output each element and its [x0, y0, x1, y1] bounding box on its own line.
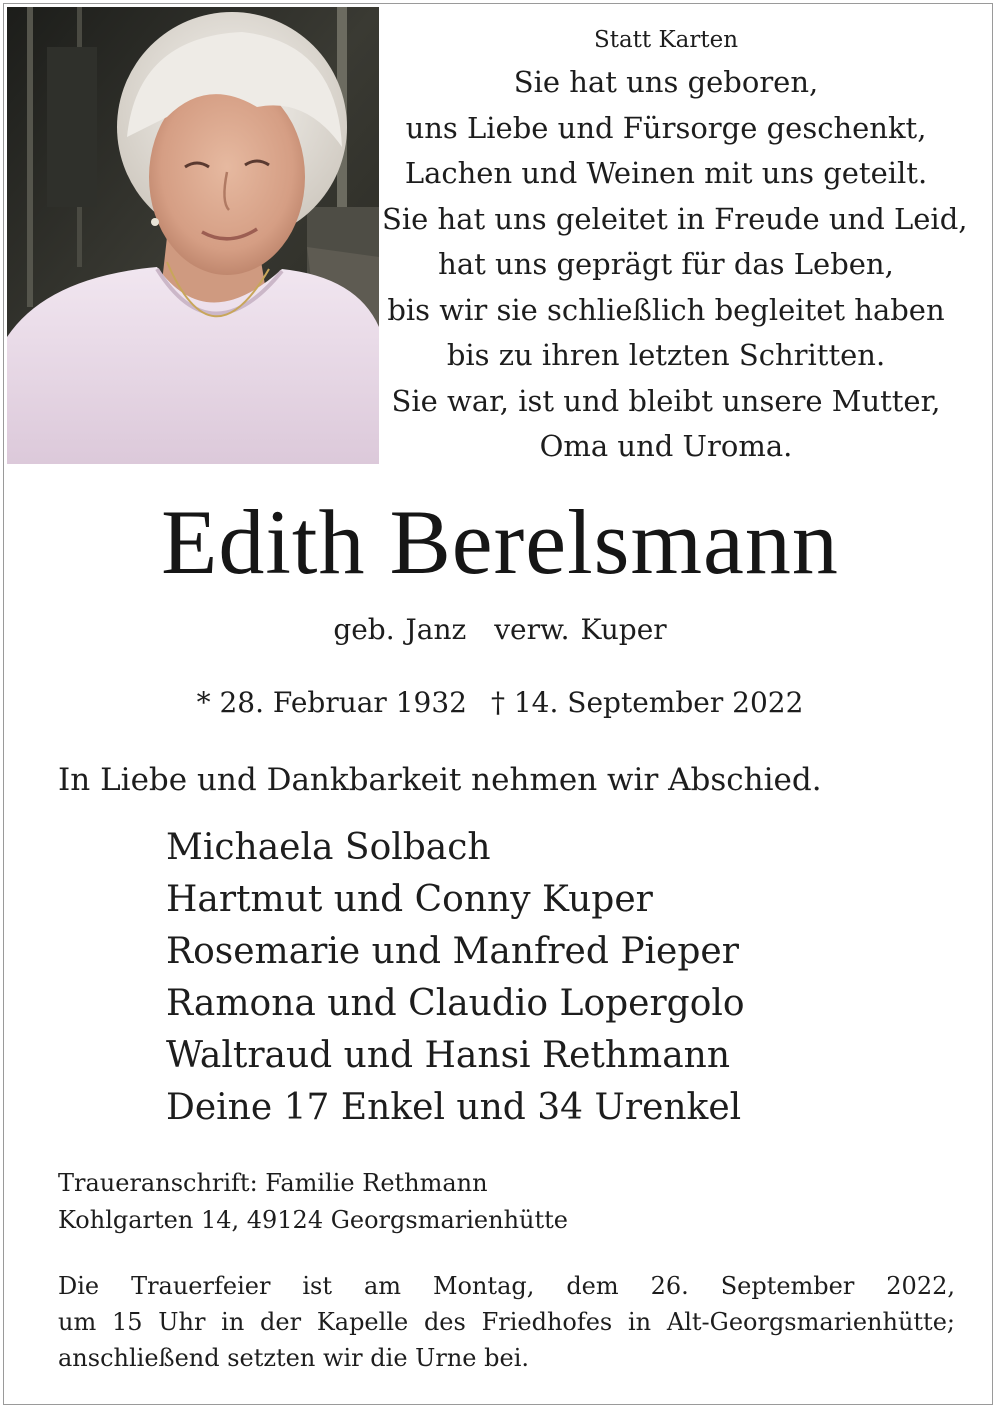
life-dates [0, 683, 1000, 723]
mourner: Michaela Solbach [166, 827, 491, 868]
death-date: † 14. September 2022 [490, 686, 804, 719]
mourners-list [166, 822, 946, 1134]
farewell-text: In Liebe und Dankbarkeit nehmen wir Abschied. [58, 762, 822, 798]
poem-line: bis wir sie schließlich begleitet haben [387, 292, 945, 327]
service-line: um 15 Uhr in der Kapelle des Friedhofes in Alt-Georgsmarienhütte; [58, 1308, 955, 1336]
widowed-name: verw. Kuper [494, 613, 667, 646]
poem-header: Statt Karten [593, 27, 739, 53]
birth-date: * 28. Februar 1932 [196, 686, 467, 719]
service-line: anschließend setzten wir die Urne bei. [58, 1344, 530, 1372]
deceased-name: Edith Berelsmann [161, 491, 839, 593]
mourner: Rosemarie und Manfred Pieper [166, 931, 739, 972]
poem [382, 22, 968, 470]
poem-line: hat uns geprägt für das Leben, [438, 247, 894, 281]
portrait-photo [7, 7, 379, 464]
poem-line: Sie war, ist und bleibt unsere Mutter, [391, 383, 941, 418]
poem-line: Oma und Uroma. [539, 429, 793, 463]
mourner: Waltraud und Hansi Rethmann [166, 1035, 731, 1076]
poem-line: bis zu ihren letzten Schritten. [446, 338, 886, 372]
birth-name: geb. Janz [333, 613, 467, 646]
service-line: Die Trauerfeier ist am Montag, dem 26. September 2022, [58, 1272, 955, 1300]
mourner: Ramona und Claudio Lopergolo [166, 983, 745, 1024]
mourner: Deine 17 Enkel und 34 Urenkel [166, 1087, 742, 1128]
maiden-names [0, 610, 1000, 650]
portrait-illustration [7, 7, 379, 464]
poem-line: Sie hat uns geboren, [513, 65, 819, 99]
address-line: Traueranschrift: Familie Rethmann [58, 1169, 488, 1197]
mourning-address [58, 1165, 958, 1239]
service-info [58, 1268, 955, 1376]
mourner: Hartmut und Conny Kuper [166, 879, 653, 920]
address-line: Kohlgarten 14, 49124 Georgsmarienhütte [58, 1206, 568, 1234]
poem-line: Lachen und Weinen mit uns geteilt. [404, 156, 928, 190]
poem-line: uns Liebe und Fürsorge geschenkt, [405, 110, 927, 145]
poem-line: Sie hat uns geleitet in Freude und Leid, [382, 201, 968, 236]
